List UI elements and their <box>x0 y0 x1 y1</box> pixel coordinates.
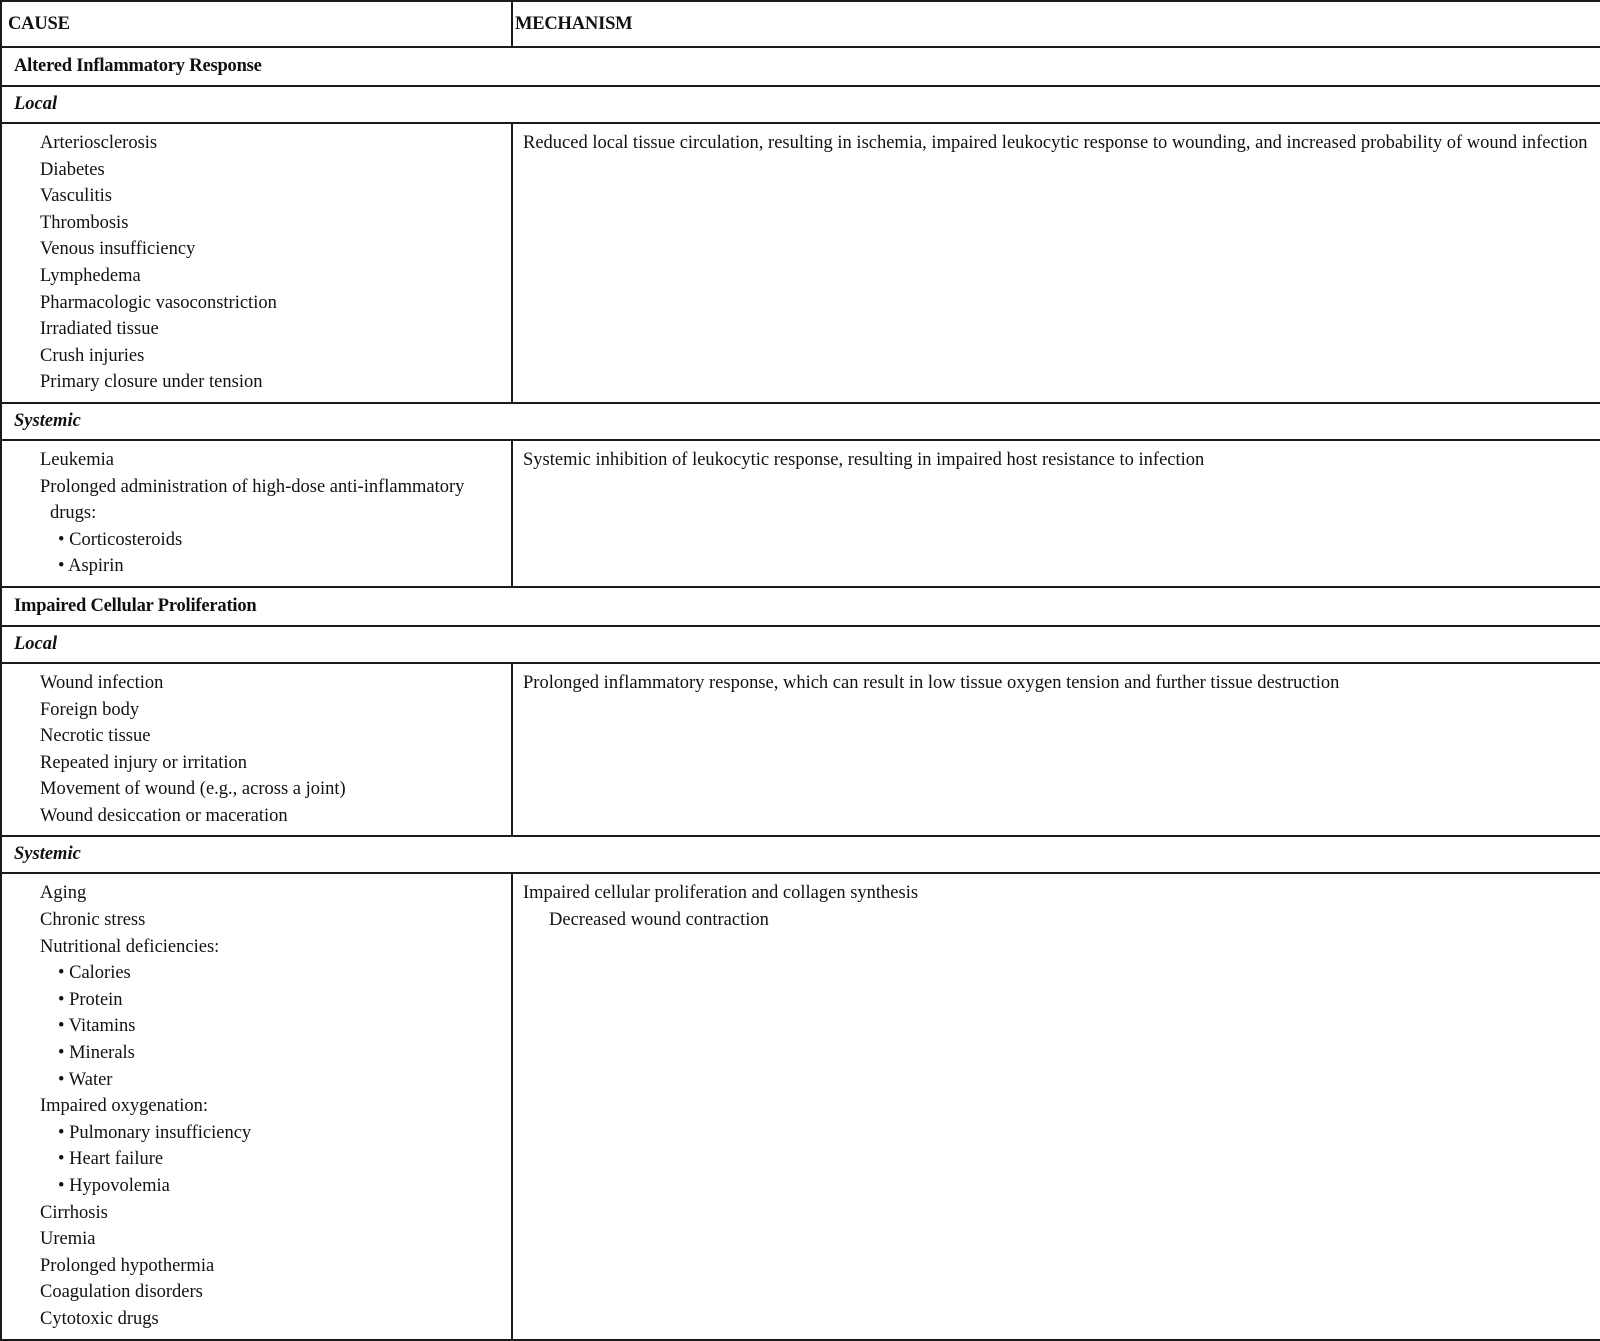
cause-item: Arteriosclerosis <box>40 133 158 153</box>
mechanism-cell <box>512 123 1600 403</box>
subsection-row <box>1 836 1600 873</box>
cause-cell <box>1 440 512 587</box>
table-row <box>1 663 1600 837</box>
cause-item: Diabetes <box>40 159 105 180</box>
cause-bullet-item: • Protein <box>58 989 123 1010</box>
section-row <box>1 587 1600 626</box>
mechanism-text: Reduced local tissue circulation, resulting in ischemia, impaired leukocytic response to wounding, and increased probability of wound infection <box>523 133 1588 153</box>
cause-item: Pharmacologic vasoconstriction <box>40 292 277 313</box>
cause-item: Foreign body <box>40 699 140 720</box>
cause-item-continuation: drugs: <box>50 503 97 524</box>
table-row <box>1 123 1600 403</box>
cause-item: Uremia <box>40 1229 96 1250</box>
cause-item: Repeated injury or irritation <box>40 752 248 773</box>
cause-bullet-item: • Heart failure <box>58 1149 164 1170</box>
cause-item: Cytotoxic drugs <box>40 1308 159 1329</box>
cause-bullet-item: • Pulmonary insufficiency <box>58 1122 252 1143</box>
cause-item: Cirrhosis <box>40 1202 108 1223</box>
mechanism-cell <box>512 663 1600 837</box>
cause-bullet-item: • Hypovolemia <box>58 1176 170 1196</box>
mechanism-text: Prolonged inflammatory response, which can result in low tissue oxygen tension and further tissue destruction <box>523 672 1340 693</box>
cause-cell <box>1 663 512 837</box>
cause-item: Primary closure under tension <box>40 372 263 393</box>
cause-item: Impaired oxygenation: <box>40 1096 208 1117</box>
cause-item: Vasculitis <box>40 186 112 207</box>
header-cause: CAUSE <box>1 1 512 47</box>
section-row <box>1 47 1600 86</box>
subsection-title: Local <box>1 626 1600 663</box>
cause-item: Prolonged administration of high-dose anti-inflammatory <box>40 476 465 497</box>
cause-item: Irradiated tissue <box>40 319 159 340</box>
mechanism-cell <box>512 873 1600 1339</box>
table-row <box>1 440 1600 587</box>
subsection-title: Systemic <box>1 836 1600 873</box>
cause-item: Wound infection <box>40 672 164 693</box>
cause-bullet-item: • Water <box>58 1069 113 1090</box>
table-row <box>1 873 1600 1339</box>
cause-item: Crush injuries <box>40 345 145 366</box>
cause-bullet-item: • Vitamins <box>58 1016 136 1037</box>
subsection-title: Local <box>1 86 1600 123</box>
cause-item: Coagulation disorders <box>40 1282 203 1303</box>
cause-item: Nutritional deficiencies: <box>40 936 220 957</box>
header-row <box>1 1 1600 47</box>
section-title: Altered Inflammatory Response <box>1 47 1600 86</box>
cause-bullet-item: • Aspirin <box>58 556 124 577</box>
subsection-title: Systemic <box>1 403 1600 440</box>
subsection-row <box>1 626 1600 663</box>
mechanism-text: Impaired cellular proliferation and collagen synthesis <box>523 883 919 904</box>
cause-item: Venous insufficiency <box>40 239 196 260</box>
cause-item: Thrombosis <box>40 212 129 233</box>
cause-item: Prolonged hypothermia <box>40 1255 215 1276</box>
cause-cell <box>1 123 512 403</box>
cause-bullet-item: • Corticosteroids <box>58 529 183 550</box>
cause-item: Chronic stress <box>40 910 146 931</box>
cause-item: Leukemia <box>40 449 114 470</box>
cause-item: Lymphedema <box>40 265 141 286</box>
cause-bullet-item: • Minerals <box>58 1043 135 1064</box>
cause-cell <box>1 873 512 1339</box>
mechanism-cell <box>512 440 1600 587</box>
cause-item: Wound desiccation or maceration <box>40 805 288 826</box>
cause-bullet-item: • Calories <box>58 963 131 984</box>
subsection-row <box>1 403 1600 440</box>
cause-item: Necrotic tissue <box>40 726 151 747</box>
cause-item: Movement of wound (e.g., across a joint) <box>40 779 346 800</box>
mechanism-text-secondary: Decreased wound contraction <box>549 910 769 931</box>
header-mechanism: MECHANISM <box>512 1 1600 47</box>
mechanism-text: Systemic inhibition of leukocytic response, resulting in impaired host resistance to infection <box>523 449 1205 470</box>
cause-item: Aging <box>40 883 87 904</box>
section-title: Impaired Cellular Proliferation <box>1 587 1600 626</box>
subsection-row <box>1 86 1600 123</box>
